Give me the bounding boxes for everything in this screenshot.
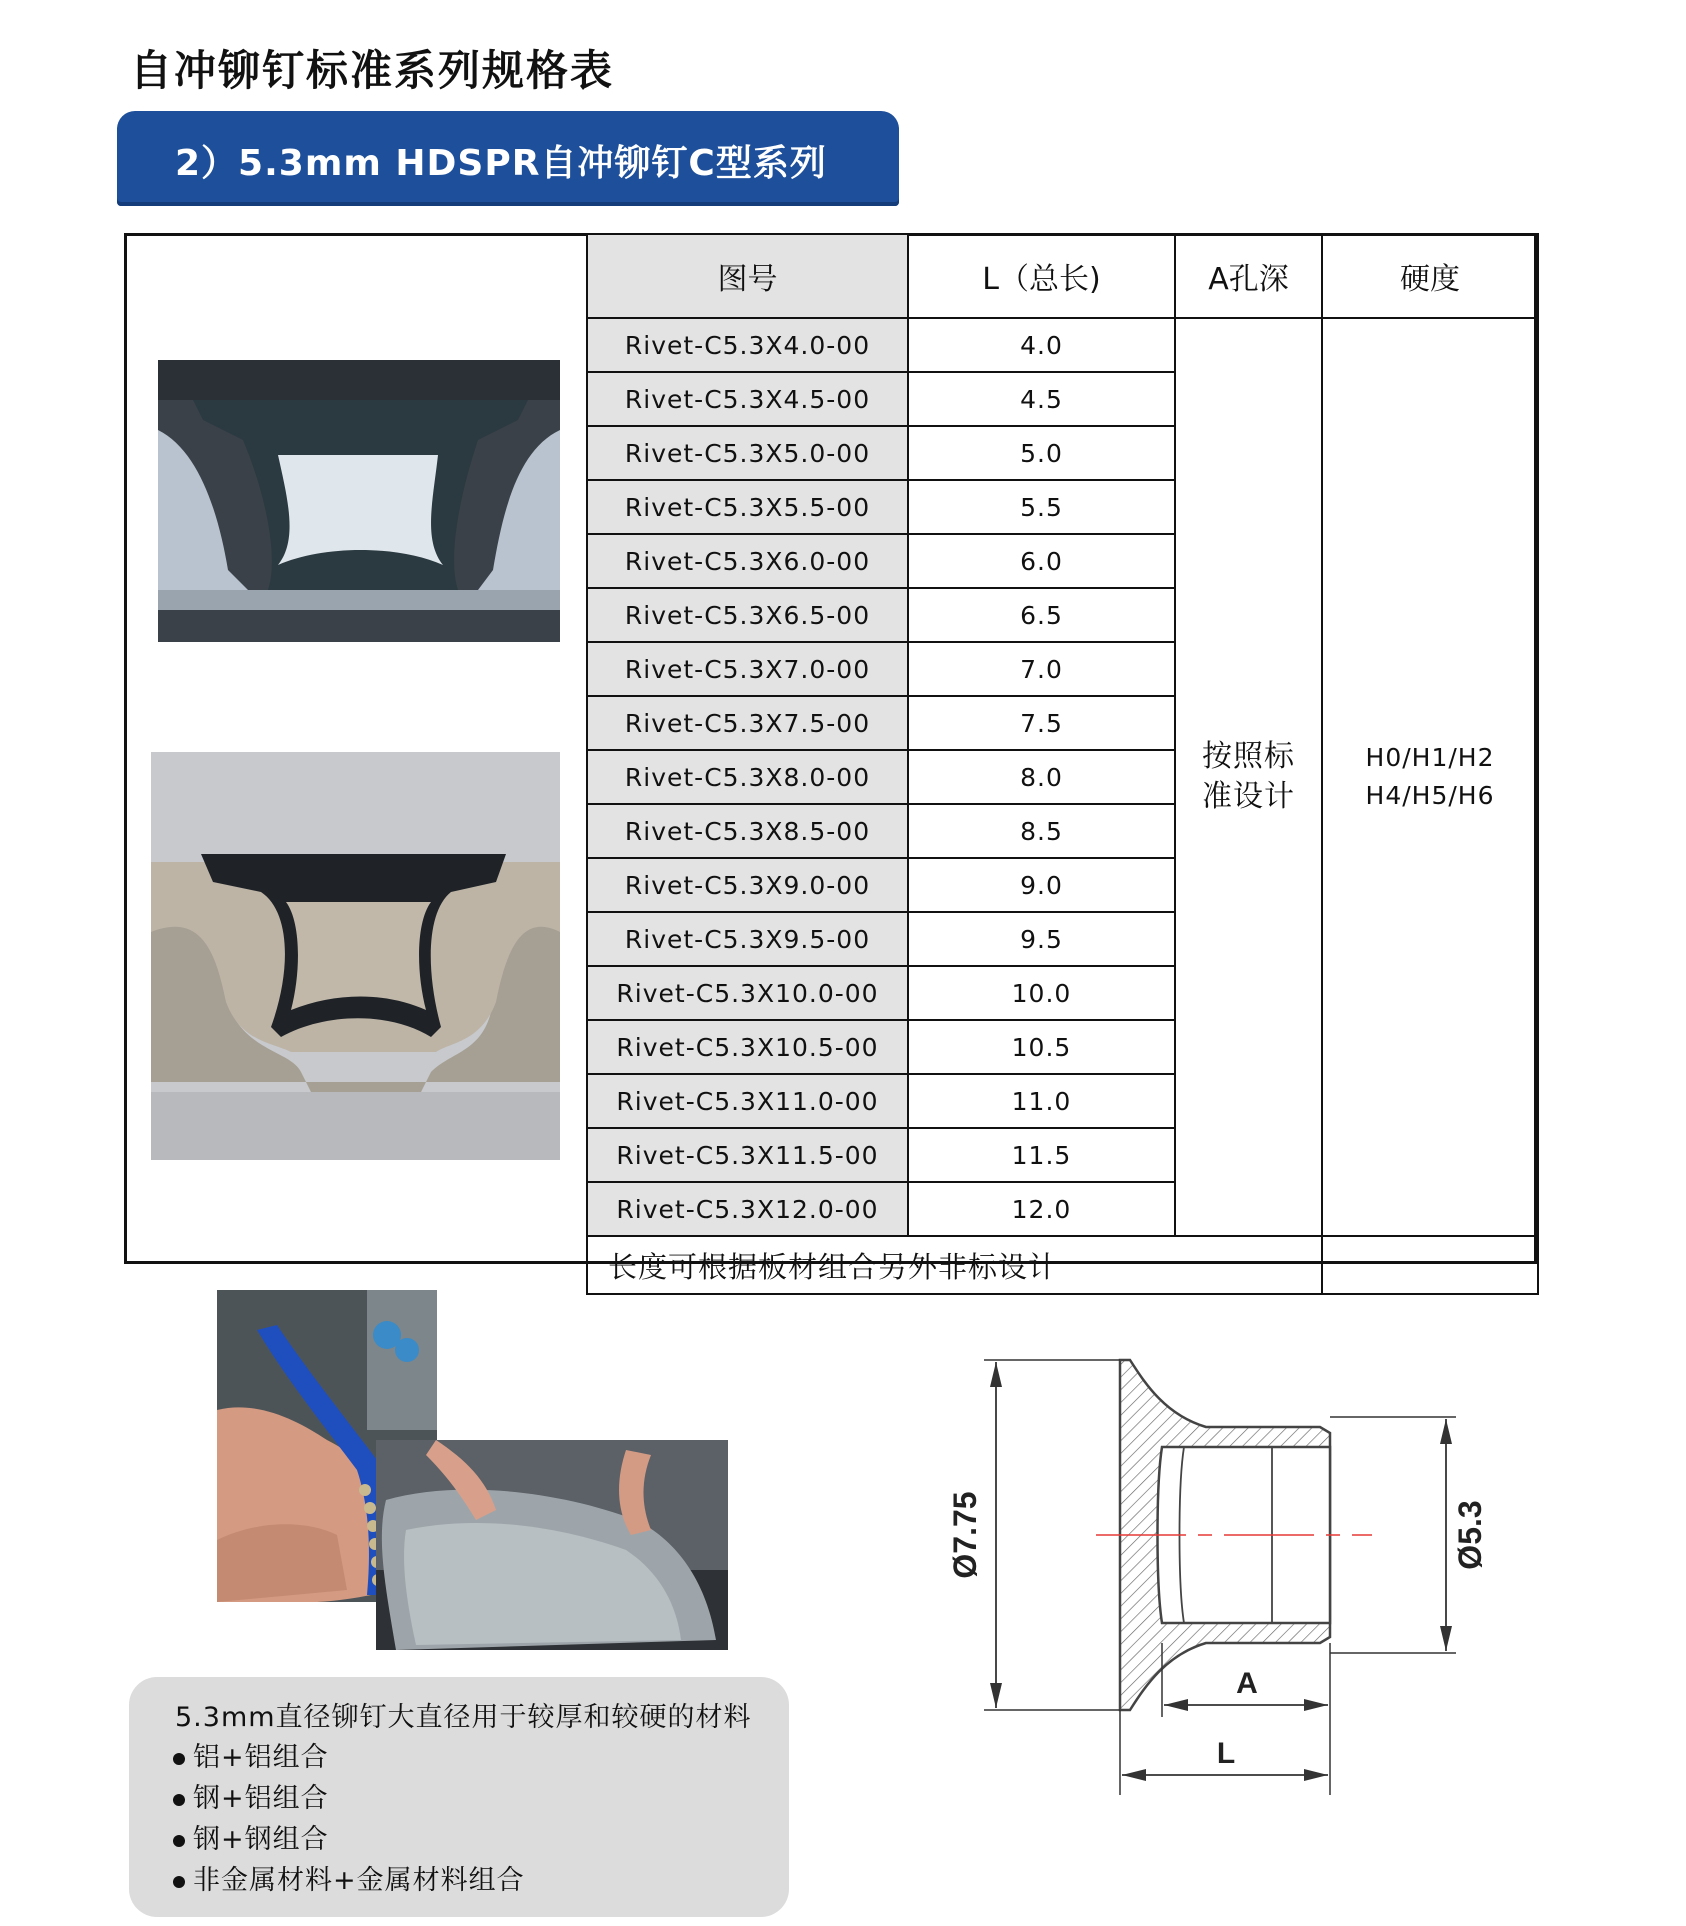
footnote-cell: 长度可根据板材组合另外非标设计 [587, 1236, 1322, 1294]
part-number-cell: Rivet-C5.3X5.0-00 [587, 426, 908, 480]
application-info-box [129, 1677, 789, 1917]
spec-table [586, 233, 1539, 1295]
length-cell: 9.5 [908, 912, 1175, 966]
rivet-bag-photo [376, 1440, 728, 1650]
l-dimension-label: L [1216, 1737, 1236, 1770]
part-number-cell: Rivet-C5.3X7.0-00 [587, 642, 908, 696]
small-diameter-label: Ø5.3 [1452, 1500, 1488, 1570]
list-item [173, 1737, 525, 1778]
length-cell: 5.0 [908, 426, 1175, 480]
part-number-cell: Rivet-C5.3X12.0-00 [587, 1182, 908, 1236]
length-cell: 11.5 [908, 1128, 1175, 1182]
length-cell: 8.5 [908, 804, 1175, 858]
part-number-cell: Rivet-C5.3X11.0-00 [587, 1074, 908, 1128]
bullet-icon [173, 1835, 185, 1847]
section-banner [117, 111, 899, 206]
hole-depth-line2: 准设计 [1202, 779, 1295, 814]
list-item-text: 钢+铝组合 [193, 1783, 329, 1814]
length-cell: 7.5 [908, 696, 1175, 750]
list-item-text: 钢+钢组合 [193, 1824, 329, 1855]
part-number-cell: Rivet-C5.3X8.5-00 [587, 804, 908, 858]
list-item [173, 1819, 525, 1860]
header-part-number: 图号 [587, 234, 908, 318]
bullet-icon [173, 1753, 185, 1765]
part-number-cell: Rivet-C5.3X8.0-00 [587, 750, 908, 804]
part-number-cell: Rivet-C5.3X7.5-00 [587, 696, 908, 750]
hardness-cell [1322, 318, 1538, 1236]
info-intro: 5.3mm直径铆钉大直径用于较厚和较硬的材料 [175, 1702, 752, 1733]
hardness-line2: H4/H5/H6 [1365, 781, 1495, 810]
part-number-cell: Rivet-C5.3X4.5-00 [587, 372, 908, 426]
length-cell: 4.0 [908, 318, 1175, 372]
empty-footer-cell [1322, 1236, 1538, 1294]
header-hardness: 硬度 [1322, 234, 1538, 318]
rivet-joint-photo [151, 752, 560, 1160]
table-footer-row [587, 1236, 1538, 1294]
bullet-icon [173, 1794, 185, 1806]
length-cell: 9.0 [908, 858, 1175, 912]
hole-depth-cell [1175, 318, 1322, 1236]
part-number-cell: Rivet-C5.3X10.5-00 [587, 1020, 908, 1074]
length-cell: 6.0 [908, 534, 1175, 588]
length-cell: 7.0 [908, 642, 1175, 696]
header-hole-depth: A孔深 [1175, 234, 1322, 318]
part-number-cell: Rivet-C5.3X6.5-00 [587, 588, 908, 642]
a-dimension-label: A [1236, 1667, 1258, 1700]
hole-depth-line1: 按照标 [1202, 739, 1295, 774]
length-cell: 10.5 [908, 1020, 1175, 1074]
list-item [173, 1778, 525, 1819]
length-cell: 8.0 [908, 750, 1175, 804]
table-row [587, 318, 1538, 372]
length-cell: 6.5 [908, 588, 1175, 642]
rivet-cross-section-photo [158, 360, 560, 642]
length-cell: 10.0 [908, 966, 1175, 1020]
part-number-cell: Rivet-C5.3X4.0-00 [587, 318, 908, 372]
length-cell: 4.5 [908, 372, 1175, 426]
length-cell: 11.0 [908, 1074, 1175, 1128]
big-diameter-label: Ø7.75 [947, 1491, 983, 1579]
length-cell: 12.0 [908, 1182, 1175, 1236]
part-number-cell: Rivet-C5.3X11.5-00 [587, 1128, 908, 1182]
info-list [173, 1737, 525, 1901]
part-number-cell: Rivet-C5.3X9.5-00 [587, 912, 908, 966]
section-title: 2）5.3mm HDSPR自冲铆钉C型系列 [175, 143, 827, 184]
list-item-text: 铝+铝组合 [193, 1742, 329, 1773]
header-length: L（总长) [908, 234, 1175, 318]
bullet-icon [173, 1876, 185, 1888]
page-title: 自冲铆钉标准系列规格表 [130, 46, 615, 95]
table-header-row [587, 234, 1538, 318]
rivet-technical-drawing [936, 1345, 1516, 1795]
part-number-cell: Rivet-C5.3X6.0-00 [587, 534, 908, 588]
list-item-text: 非金属材料+金属材料组合 [193, 1865, 525, 1896]
part-number-cell: Rivet-C5.3X10.0-00 [587, 966, 908, 1020]
length-cell: 5.5 [908, 480, 1175, 534]
list-item [173, 1860, 525, 1901]
part-number-cell: Rivet-C5.3X9.0-00 [587, 858, 908, 912]
part-number-cell: Rivet-C5.3X5.5-00 [587, 480, 908, 534]
hardness-line1: H0/H1/H2 [1365, 743, 1495, 772]
